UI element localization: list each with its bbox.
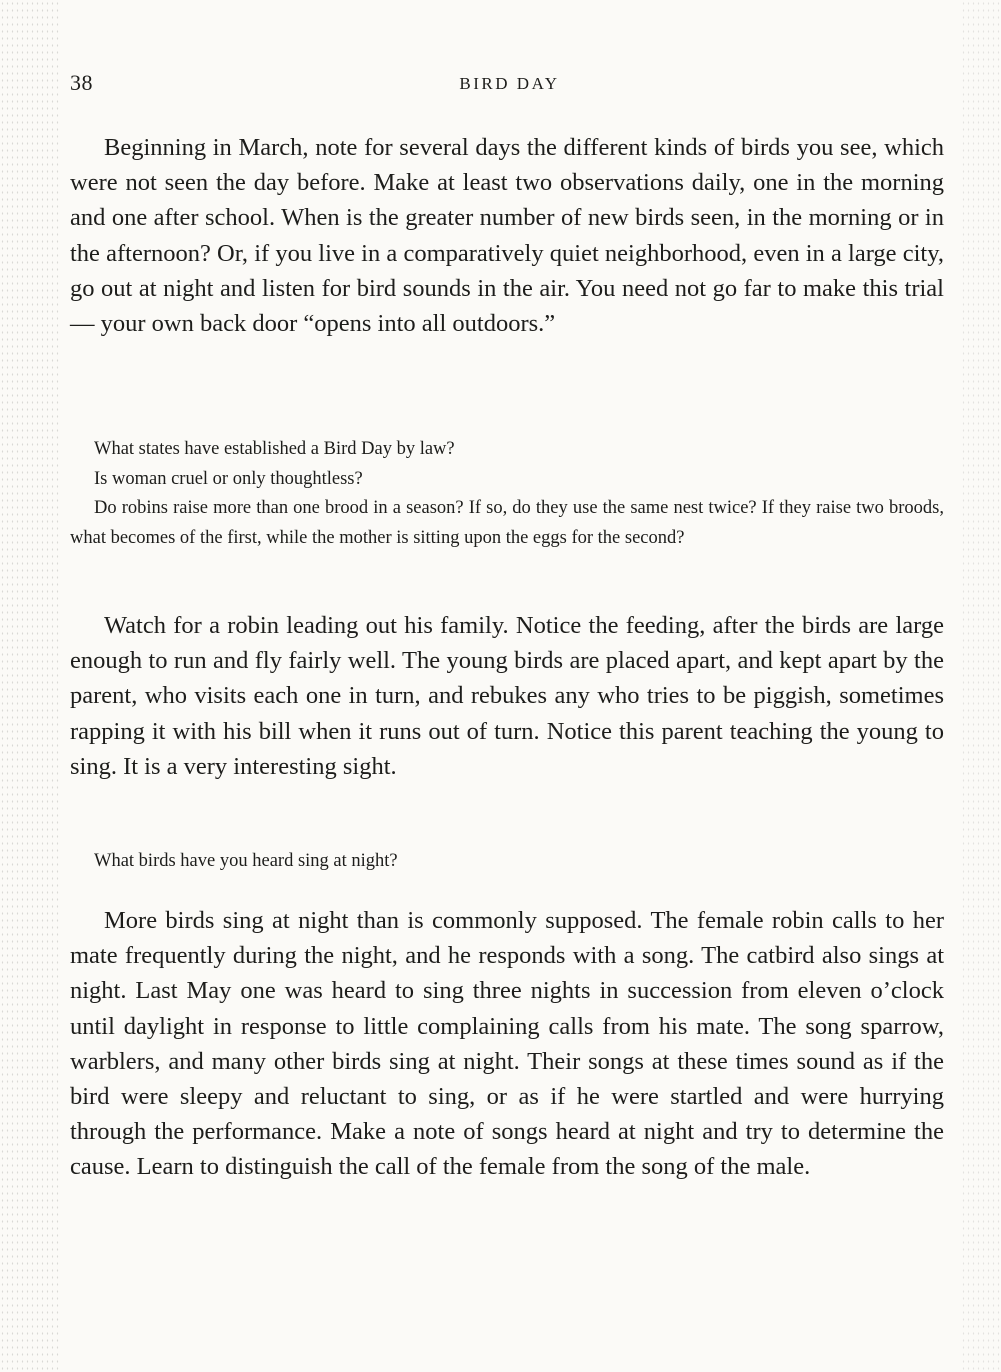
- question-item: Do robins raise more than one brood in a season? If so, do they use the same nest twice? If they raise two broods, what becomes of the first, while the mother is sitting upon the eggs for the second?: [70, 498, 944, 548]
- running-head: BIRD DAY: [459, 74, 560, 93]
- page-edge-speckle-right: [961, 0, 1001, 1372]
- page-number: 38: [70, 70, 93, 95]
- paragraph-robin-family: Watch for a robin leading out his family. Notice the feeding, after the birds are large enough to run and fly fairly well. The young birds are placed apart, and kept apart by the parent, who visits each one in turn, and rebukes any who tries to be piggish, sometimes rapping it with his bill when it runs out of turn. Notice this parent teaching the young to sing. It is a very interesting sight.: [70, 612, 944, 780]
- question-item: What states have established a Bird Day by law?: [94, 439, 455, 459]
- question-item: What birds have you heard sing at night?: [94, 851, 398, 871]
- question-list: [70, 435, 944, 553]
- paragraph-migration-observation: Beginning in March, note for several days the different kinds of birds you see, which were not seen the day before. Make at least two observations daily, one in the morning and one after school. When is the greater number of new birds seen, in the morning or in the afternoon? Or, if you live in a comparatively quiet neighborhood, even in a large city, go out at night and listen for bird sounds in the air. You need not go far to make this trial — your own back door “opens into all outdoors.”: [70, 134, 944, 338]
- paragraph-night-singing: More birds sing at night than is commonly supposed. The female robin calls to her mate frequently during the night, and he responds with a song. The catbird also sings at night. Last May one was heard to sing three nights in succession from eleven o’clock until daylight in response to little complaining calls from his mate. The song sparrow, warblers, and many other birds sing at night. Their songs at these times sound as if the bird were sleepy and reluctant to sing, or as if he were startled and were hurrying through the performance. Make a note of songs heard at night and try to determine the cause. Learn to distinguish the call of the female from the song of the male.: [70, 907, 944, 1181]
- page-edge-speckle-left: [0, 0, 60, 1372]
- question-item: Is woman cruel or only thoughtless?: [94, 468, 363, 489]
- question-list: [70, 847, 944, 877]
